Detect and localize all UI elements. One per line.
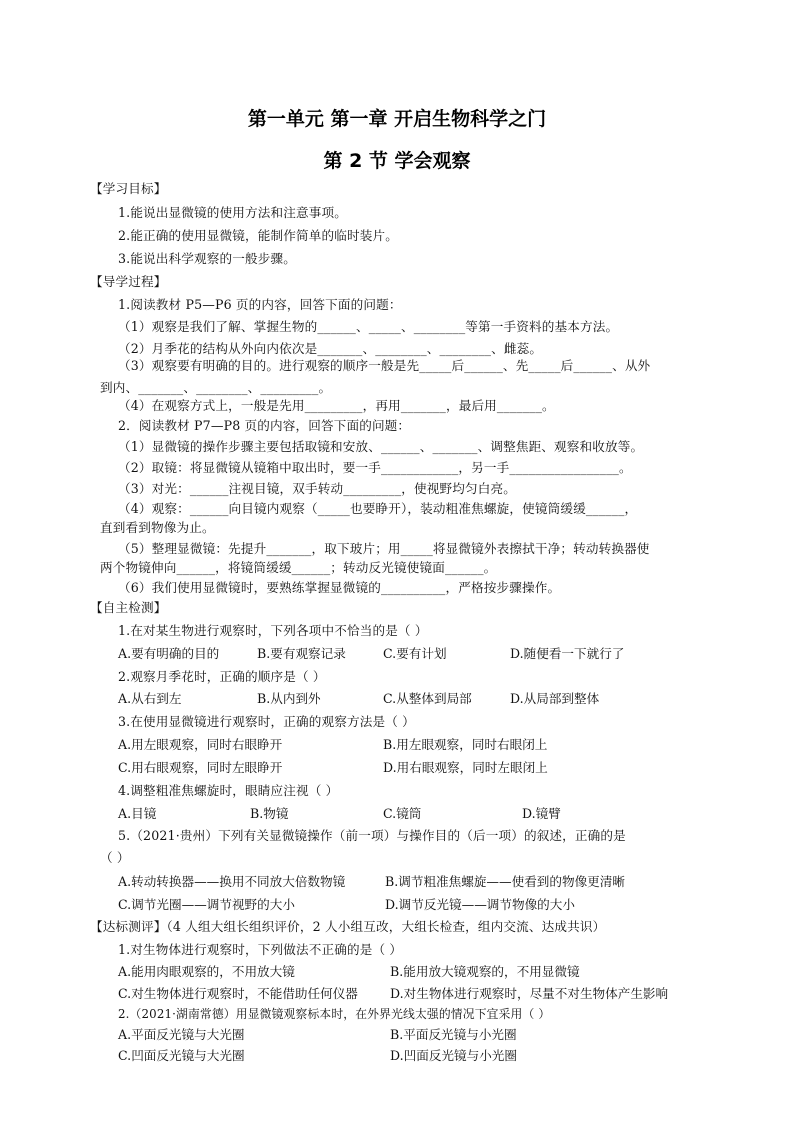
option-a: A.能用肉眼观察的，不用放大镜 xyxy=(118,964,295,979)
option-b: B.从内到外 xyxy=(257,691,321,706)
option-c: C.要有计划 xyxy=(383,646,447,661)
option-b: B.物镜 xyxy=(250,806,289,821)
option-b: B.平面反光镜与小光圈 xyxy=(390,1027,517,1042)
option-c: C.镜筒 xyxy=(383,806,422,821)
process-line: （5）整理显微镜：先提升_______，取下玻片；用_____将显微镜外表擦拭干净；转动转换器使 xyxy=(118,541,650,556)
option-b: B.调节粗准焦螺旋——使看到的物像更清晰 xyxy=(385,874,625,889)
option-d: D.调节反光镜——调节物像的大小 xyxy=(385,897,575,912)
option-d: D.镜臂 xyxy=(522,806,561,821)
question-stem: 1.对生物体进行观察时，下列做法不正确的是（ ） xyxy=(118,942,403,957)
option-a: A.平面反光镜与大光圈 xyxy=(118,1027,245,1042)
process-line: 两个物镜伸向______，将镜筒缓缓______；转动反光镜使镜面______。 xyxy=(100,560,497,575)
process-line: （3）观察要有明确的目的。进行观察的顺序一般是先_____后______、先_____后______、从外 xyxy=(118,358,651,373)
option-c: C.调节光圈——调节视野的大小 xyxy=(118,897,295,912)
process-line: 直到看到物像为止。 xyxy=(100,520,215,535)
option-a: A.从右到左 xyxy=(118,691,182,706)
option-b: B.用左眼观察，同时右眼闭上 xyxy=(383,737,548,752)
page-subtitle: 第 2 节 学会观察 xyxy=(323,150,471,172)
objective-item: 1.能说出显微镜的使用方法和注意事项。 xyxy=(118,205,347,220)
section-heading-evaluation xyxy=(90,919,605,935)
objective-item: 2.能正确的使用显微镜，能制作简单的临时装片。 xyxy=(118,228,398,243)
question-stem: 1.在对某生物进行观察时，下列各项中不恰当的是（ ） xyxy=(118,623,428,638)
option-a: A.要有明确的目的 xyxy=(118,646,220,661)
question-stem-cont: （ ） xyxy=(100,850,130,865)
process-line: （1）显微镜的操作步骤主要包括取镜和安放、______、_______、调整焦距、观察和收放等。 xyxy=(118,439,644,454)
process-line: （3）对光：______注视目镜，双手转动_________，使视野均匀白亮。 xyxy=(118,481,516,496)
process-line: （4）观察：______向目镜内观察（_____也要睁开），装动粗准焦螺旋，使镜筒缓缓______， xyxy=(118,501,638,516)
question-stem: 4.调整粗准焦螺旋时，眼睛应注视（ ） xyxy=(118,783,339,798)
option-c: C.对生物体进行观察时，不能借助任何仪器 xyxy=(118,986,358,1001)
option-a: A.目镜 xyxy=(118,806,157,821)
option-a: A.转动转换器——换用不同放大倍数物镜 xyxy=(118,874,346,889)
option-c: C.凹面反光镜与大光圈 xyxy=(118,1048,245,1063)
process-line: （4）在观察方式上，一般是先用_________，再用_______，最后用_______。 xyxy=(118,398,555,413)
objective-item: 3.能说出科学观察的一般步骤。 xyxy=(118,251,296,266)
option-c: C.用右眼观察，同时左眼睁开 xyxy=(118,760,283,775)
option-b: B.能用放大镜观察的，不用显微镜 xyxy=(390,964,580,979)
option-d: D.凹面反光镜与小光圈 xyxy=(390,1048,517,1063)
process-line: （2）月季花的结构从外向内依次是_______、________、________、雌蕊。 xyxy=(118,341,543,356)
option-c: C.从整体到局部 xyxy=(383,691,472,706)
option-d: D.用右眼观察，同时左眼闭上 xyxy=(383,760,548,775)
process-line: 2．阅读教材 P7—P8 页的内容，回答下面的问题： xyxy=(118,418,411,433)
option-b: B.要有观察记录 xyxy=(257,646,346,661)
process-line: 1.阅读教材 P5—P6 页的内容，回答下面的问题： xyxy=(118,297,402,312)
section-heading-process: 【导学过程】 xyxy=(90,274,167,289)
question-stem: 2.观察月季花时，正确的顺序是（ ） xyxy=(118,669,326,684)
option-d: D.对生物体进行观察时，尽量不对生物体产生影响 xyxy=(390,986,669,1001)
option-d: D.从局部到整体 xyxy=(510,691,600,706)
question-stem: 2.（2021·湖南常德）用显微镜观察标本时，在外界光线太强的情况下宜采用（ ） xyxy=(118,1007,551,1021)
section-heading-objectives: 【学习目标】 xyxy=(90,181,167,196)
page-title: 第一单元 第一章 开启生物科学之门 xyxy=(247,108,547,130)
process-line: （1）观察是我们了解、掌握生物的______、_____、________等第一手资料的基本方法。 xyxy=(118,319,619,334)
question-stem: 5.（2021·贵州）下列有关显微镜操作（前一项）与操作目的（后一项）的叙述，正确的是 xyxy=(118,828,626,843)
option-a: A.用左眼观察，同时右眼睁开 xyxy=(118,737,283,752)
process-line: （6）我们使用显微镜时，要熟练掌握显微镜的__________，严格按步骤操作。 xyxy=(118,580,561,595)
evaluation-note: （4 人组大组长组织评价，2 人小组互改，大组长检查，组内交流、达成共识） xyxy=(166,919,606,934)
evaluation-heading: 【达标测评】 xyxy=(90,919,167,934)
question-stem: 3.在使用显微镜进行观察时，正确的观察方法是（ ） xyxy=(118,714,415,729)
option-d: D.随便看一下就行了 xyxy=(510,646,625,661)
section-heading-selfcheck: 【自主检测】 xyxy=(90,600,167,615)
process-line: 到内、_______、________、_________。 xyxy=(100,380,332,395)
process-line: （2）取镜：将显微镜从镜箱中取出时，要一手____________，另一手_________________。 xyxy=(118,460,632,475)
